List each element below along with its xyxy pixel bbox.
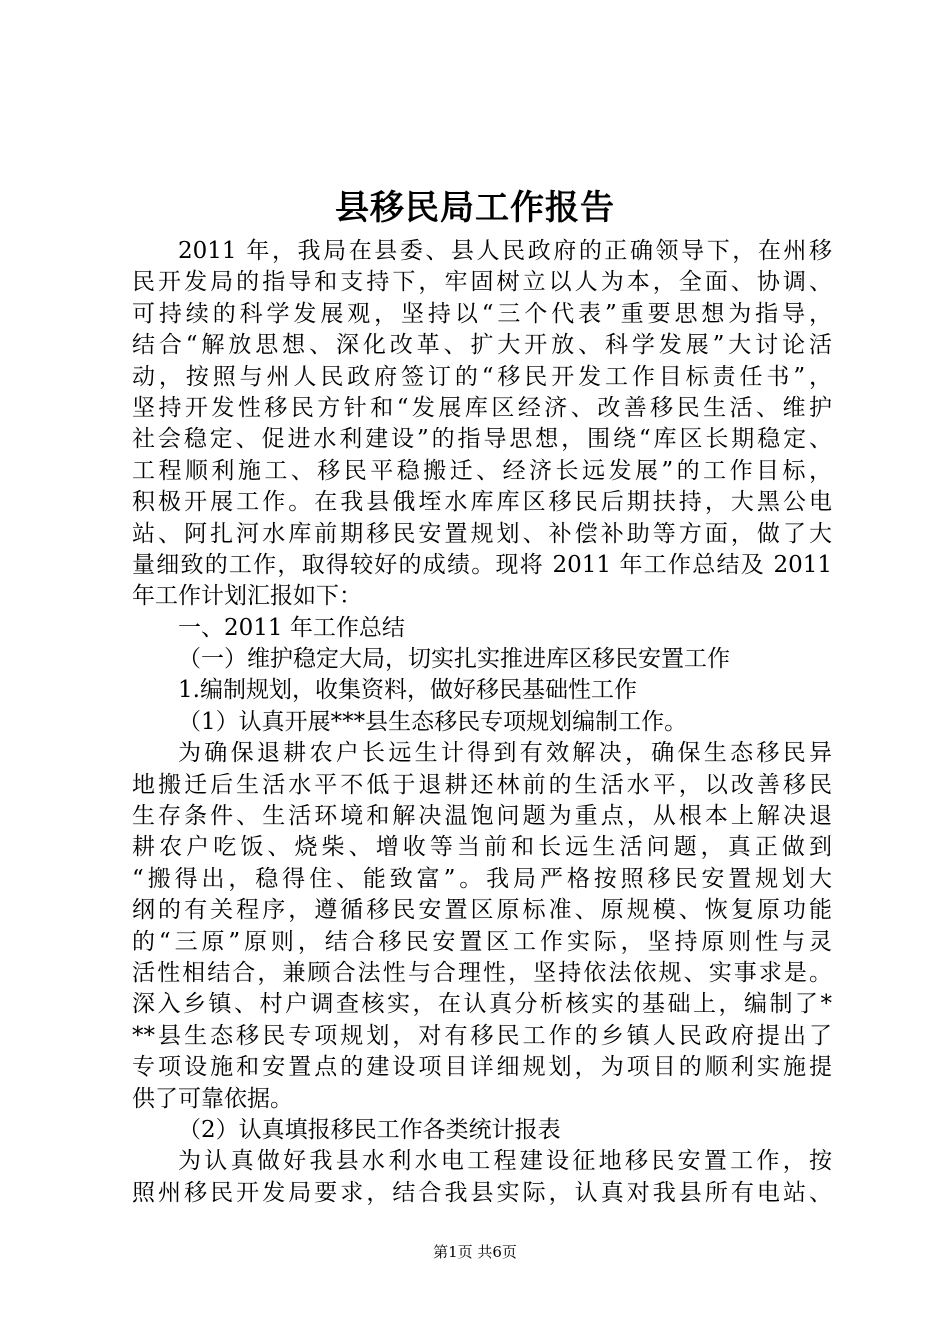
page-footer: 第1页 共6页 (433, 1243, 517, 1261)
paragraph-line: 社会稳定、促进水利建设”的指导思想，围绕“库区长期稳定、 (132, 426, 832, 453)
paragraph-line: 的“三原”原则，结合移民安置区工作实际，坚持原则性与灵 (132, 928, 832, 955)
paragraph-line: **县生态移民专项规划，对有移民工作的乡镇人民政府提出了 (132, 1022, 832, 1049)
paragraph-line: 为认真做好我县水利水电工程建设征地移民安置工作，按 (178, 1148, 832, 1175)
paragraph-line: 结合“解放思想、深化改革、扩大开放、科学发展”大讨论活 (132, 332, 832, 359)
paragraph-line: 站、阿扎河水库前期移民安置规划、补偿补助等方面，做了大 (132, 520, 832, 547)
paragraph-line: 量细致的工作，取得较好的成绩。现将 2011 年工作总结及 2011 (132, 551, 832, 578)
paragraph-line: 坚持开发性移民方针和“发展库区经济、改善移民生活、维护 (132, 394, 832, 421)
document-title: 县移民局工作报告 (335, 188, 615, 228)
paragraph-line: 活性相结合，兼顾合法性与合理性，坚持依法依规、实事求是。 (132, 959, 832, 986)
paragraph-line: 可持续的科学发展观，坚持以“三个代表”重要思想为指导， (132, 300, 832, 327)
subsection-heading: 1.编制规划，收集资料，做好移民基础性工作 (178, 677, 637, 704)
subsection-heading: （一）维护稳定大局，切实扎实推进库区移民安置工作 (178, 646, 730, 673)
paragraph-line: 纲的有关程序，遵循移民安置区原标准、原规模、恢复原功能 (132, 897, 832, 924)
paragraph-line: 2011 年，我局在县委、县人民政府的正确领导下，在州移 (178, 238, 832, 264)
paragraph-line: 生存条件、生活环境和解决温饱问题为重点，从根本上解决退 (132, 803, 832, 830)
paragraph-line: 地搬迁后生活水平不低于退耕还林前的生活水平，以改善移民 (132, 771, 832, 798)
paragraph-line: 年工作计划汇报如下： (132, 583, 362, 610)
paragraph-line: “搬得出，稳得住、能致富”。我局严格按照移民安置规划大 (132, 865, 832, 892)
paragraph-line: 照州移民开发局要求，结合我县实际，认真对我县所有电站、 (132, 1179, 832, 1206)
document-body (132, 236, 832, 1209)
paragraph-line: 供了可靠依据。 (132, 1085, 293, 1112)
paragraph-line: 积极开展工作。在我县俄垤水库库区移民后期扶持，大黑公电 (132, 489, 832, 516)
paragraph-line: 动，按照与州人民政府签订的“移民开发工作目标责任书”， (132, 363, 832, 390)
paragraph-line: 专项设施和安置点的建设项目详细规划，为项目的顺利实施提 (132, 1054, 832, 1081)
subsection-heading: （2）认真填报移民工作各类统计报表 (178, 1116, 561, 1143)
paragraph-line: 民开发局的指导和支持下，牢固树立以人为本，全面、协调、 (132, 269, 832, 296)
paragraph-line: 工程顺利施工、移民平稳搬迁、经济长远发展”的工作目标， (132, 457, 832, 484)
paragraph-line: 耕农户吃饭、烧柴、增收等当前和长远生活问题，真正做到 (132, 834, 832, 861)
paragraph-line: 深入乡镇、村户调查核实，在认真分析核实的基础上，编制了* (132, 991, 832, 1018)
subsection-heading: （1）认真开展***县生态移民专项规划编制工作。 (178, 708, 688, 735)
paragraph-line: 为确保退耕农户长远生计得到有效解决，确保生态移民异 (178, 740, 832, 767)
section-heading: 一、2011 年工作总结 (178, 614, 405, 641)
